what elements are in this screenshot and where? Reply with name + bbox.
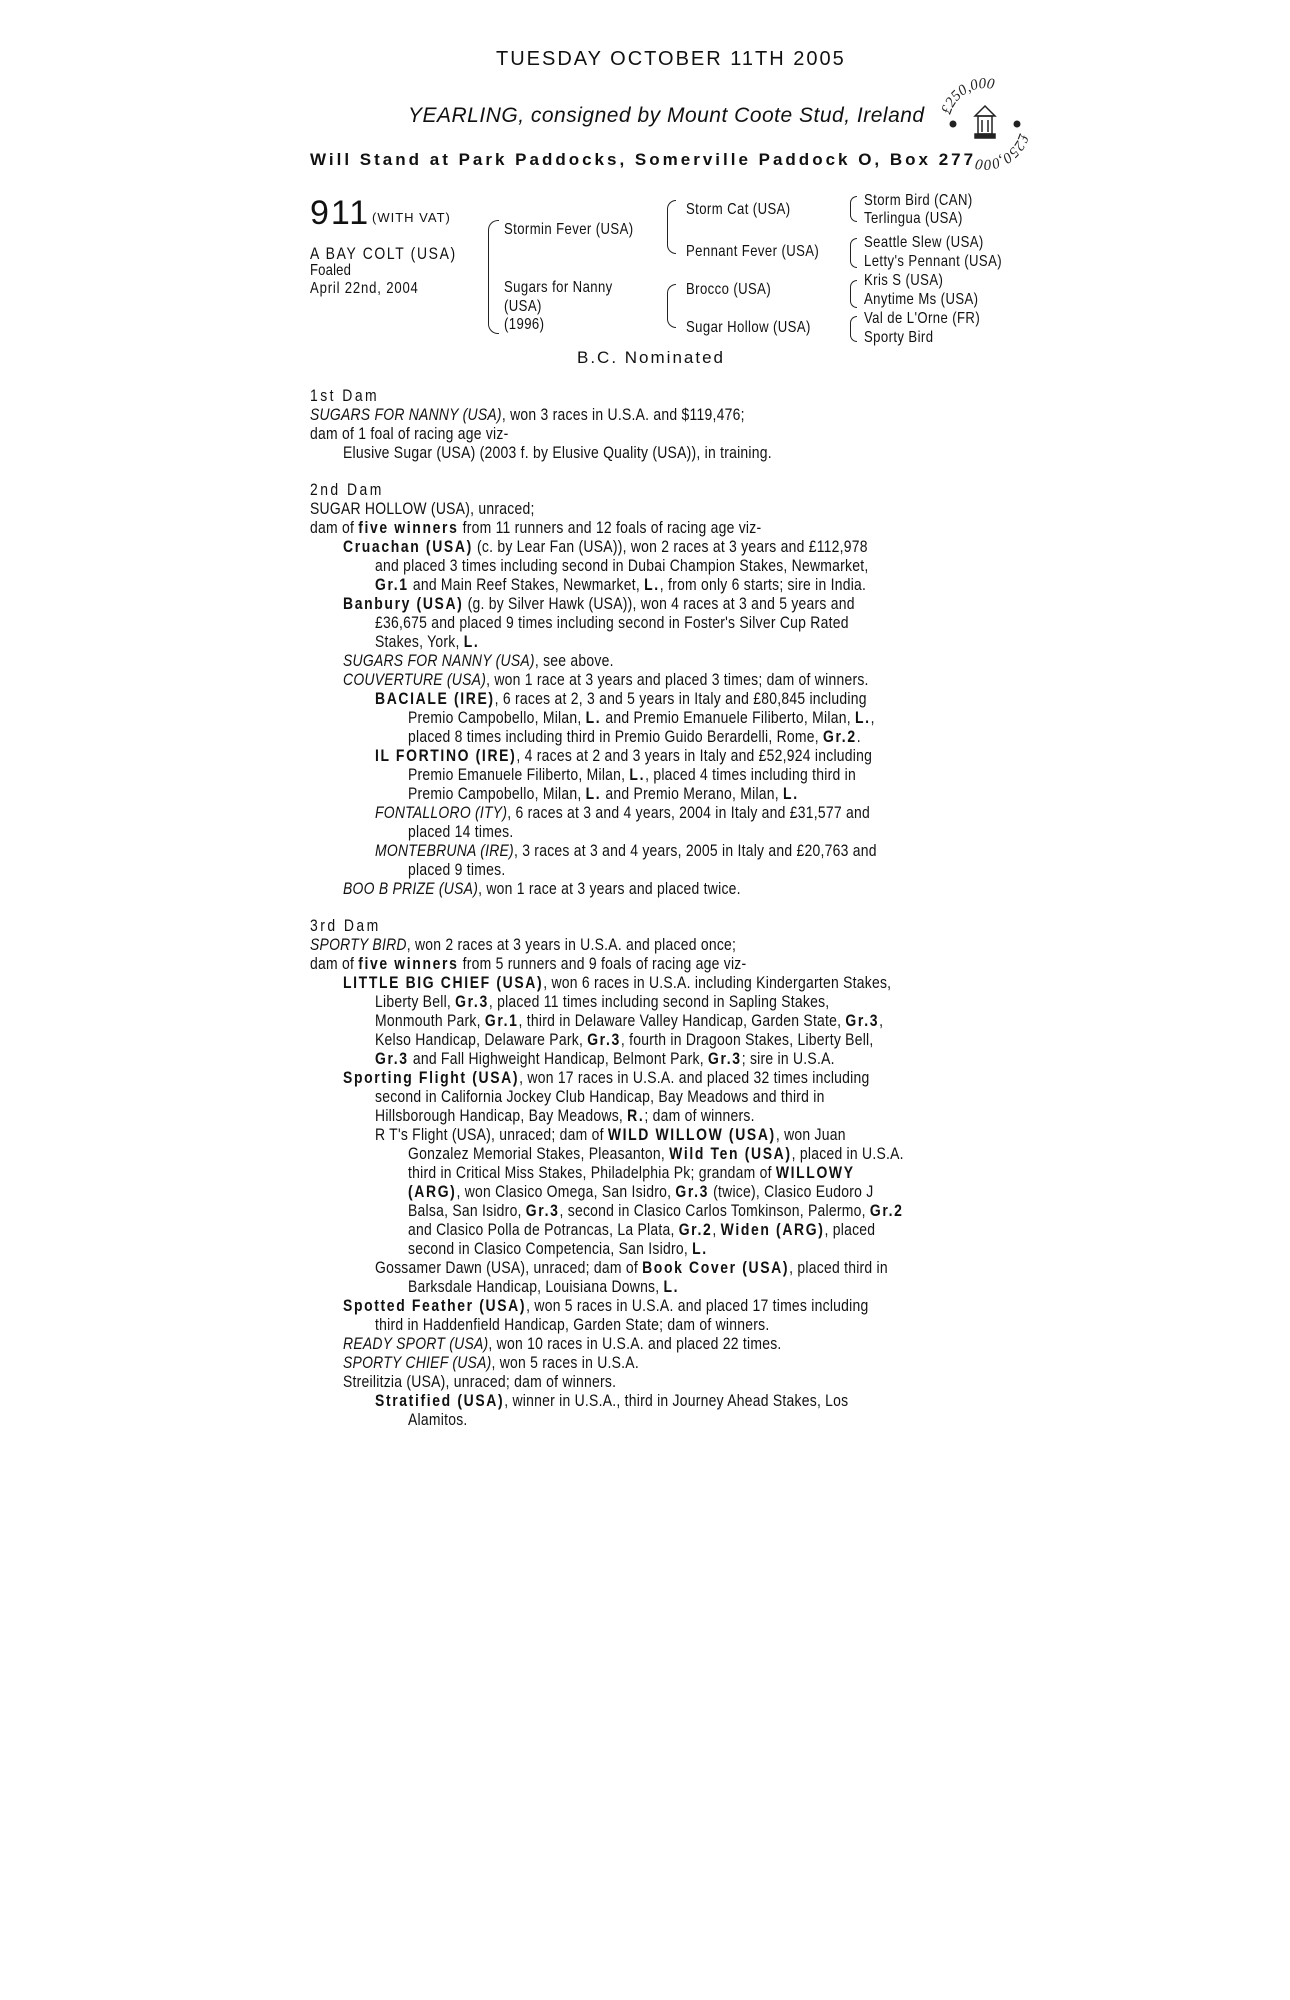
lot-description: A BAY COLT (USA) xyxy=(310,244,457,263)
entry-rts-flight-6: and Clasico Polla de Potrancas, La Plata, Gr.2, Widen (ARG), placed xyxy=(408,1220,876,1239)
pedigree-sss: Storm Bird (CAN) xyxy=(864,192,973,209)
svg-text:£250,000 xyxy=(939,76,996,117)
foaled-date: April 22nd, 2004 xyxy=(310,280,419,297)
entry-montebruna: MONTEBRUNA (IRE), 3 races at 3 and 4 years, 2005 in Italy and £20,763 and xyxy=(375,841,877,860)
entry-baciale-2: Premio Campobello, Milan, L. and Premio Emanuele Filiberto, Milan, L., xyxy=(408,708,875,727)
second-dam-winners: dam of five winners from 11 runners and 12 foals of racing age viz- xyxy=(310,518,762,537)
first-dam-heading: 1st Dam xyxy=(310,386,380,405)
vat-note: (WITH VAT) xyxy=(372,210,451,225)
entry-fontalloro-2: placed 14 times. xyxy=(408,822,514,841)
entry-rts-flight-4: (ARG), won Clasico Omega, San Isidro, Gr.3 (twice), Clasico Eudoro J xyxy=(408,1182,874,1201)
bc-nominated: B.C. Nominated xyxy=(577,348,725,367)
third-dam-winners: dam of five winners from 5 runners and 9 foals of racing age viz- xyxy=(310,954,747,973)
pedigree-dam-sire: Brocco (USA) xyxy=(686,281,772,298)
entry-ready-sport: READY SPORT (USA), won 10 races in U.S.A. and placed 22 times. xyxy=(343,1334,782,1353)
entry-little-big-chief-5: Gr.3 and Fall Highweight Handicap, Belmont Park, Gr.3; sire in U.S.A. xyxy=(375,1049,835,1068)
entry-couverture: COUVERTURE (USA), won 1 race at 3 years and placed 3 times; dam of winners. xyxy=(343,670,869,689)
stand-location: Will Stand at Park Paddocks, Somerville Paddock O, Box 277 xyxy=(310,150,977,169)
entry-cruachan: Cruachan (USA) (c. by Lear Fan (USA)), won 2 races at 3 years and £112,978 xyxy=(343,537,868,556)
entry-cruachan-2: and placed 3 times including second in Dubai Champion Stakes, Newmarket, xyxy=(375,556,869,575)
entry-stratified-2: Alamitos. xyxy=(408,1410,468,1429)
pedigree-dds: Val de L'Orne (FR) xyxy=(864,310,981,327)
entry-banbury-3: Stakes, York, L. xyxy=(375,632,480,651)
entry-banbury-2: £36,675 and placed 9 times including second in Foster's Silver Cup Rated xyxy=(375,613,849,632)
entry-sporting-flight-3: Hillsborough Handicap, Bay Meadows, R.; dam of winners. xyxy=(375,1106,755,1125)
pedigree-brace-ss xyxy=(850,196,857,222)
pedigree-brace-dd xyxy=(850,316,857,342)
pedigree-dss: Kris S (USA) xyxy=(864,272,944,289)
pedigree-dam-line3: (1996) xyxy=(504,316,545,333)
entry-fontalloro: FONTALLORO (ITY), 6 races at 3 and 4 years, 2004 in Italy and £31,577 and xyxy=(375,803,871,822)
pedigree-brace-sire xyxy=(667,200,676,254)
consignor-line: YEARLING, consigned by Mount Coote Stud, Ireland xyxy=(408,104,925,127)
first-dam-foals: dam of 1 foal of racing age viz- xyxy=(310,424,509,443)
first-dam-line: SUGARS FOR NANNY (USA), won 3 races in U.S.A. and $119,476; xyxy=(310,405,745,424)
pedigree-sds: Seattle Slew (USA) xyxy=(864,234,984,251)
pedigree-dam-dam: Sugar Hollow (USA) xyxy=(686,319,811,336)
entry-montebruna-2: placed 9 times. xyxy=(408,860,506,879)
pedigree-ssd: Terlingua (USA) xyxy=(864,210,963,227)
entry-little-big-chief-3: Monmouth Park, Gr.1, third in Delaware Valley Handicap, Garden State, Gr.3, xyxy=(375,1011,884,1030)
entry-cruachan-3: Gr.1 and Main Reef Stakes, Newmarket, L., from only 6 starts; sire in India. xyxy=(375,575,867,594)
entry-little-big-chief: LITTLE BIG CHIEF (USA), won 6 races in U.S.A. including Kindergarten Stakes, xyxy=(343,973,892,992)
entry-il-fortino-2: Premio Emanuele Filiberto, Milan, L., placed 4 times including third in xyxy=(408,765,856,784)
entry-spotted-feather: Spotted Feather (USA), won 5 races in U.S.A. and placed 17 times including xyxy=(343,1296,869,1315)
entry-boo-b-prize: BOO B PRIZE (USA), won 1 race at 3 years and placed twice. xyxy=(343,879,741,898)
stamp-text-top: £250,000 xyxy=(938,75,996,117)
first-dam-produce: Elusive Sugar (USA) (2003 f. by Elusive Quality (USA)), in training. xyxy=(343,443,772,462)
pedigree-sire-sire: Storm Cat (USA) xyxy=(686,201,791,218)
entry-spotted-feather-2: third in Haddenfield Handicap, Garden State; dam of winners. xyxy=(375,1315,770,1334)
entry-il-fortino: IL FORTINO (IRE), 4 races at 2 and 3 years in Italy and £52,924 including xyxy=(375,746,873,765)
entry-rts-flight-7: second in Clasico Competencia, San Isidro, L. xyxy=(408,1239,708,1258)
entry-sporty-chief: SPORTY CHIEF (USA), won 5 races in U.S.A. xyxy=(343,1353,639,1372)
entry-stratified: Stratified (USA), winner in U.S.A., third in Journey Ahead Stakes, Los xyxy=(375,1391,849,1410)
sale-date: TUESDAY OCTOBER 11TH 2005 xyxy=(496,48,846,70)
pedigree-dam-line1: Sugars for Nanny xyxy=(504,279,613,296)
pedigree-dsd: Anytime Ms (USA) xyxy=(864,291,979,308)
entry-rts-flight-2: Gonzalez Memorial Stakes, Pleasanton, Wild Ten (USA), placed in U.S.A. xyxy=(408,1144,904,1163)
third-dam-line: SPORTY BIRD, won 2 races at 3 years in U.S.A. and placed once; xyxy=(310,935,737,954)
entry-rts-flight-3: third in Critical Miss Stakes, Philadelphia Pk; grandam of WILLOWY xyxy=(408,1163,855,1182)
entry-baciale-3: placed 8 times including third in Premio Guido Berardelli, Rome, Gr.2. xyxy=(408,727,861,746)
second-dam-line: SUGAR HOLLOW (USA), unraced; xyxy=(310,499,535,518)
pedigree-brace-sd xyxy=(850,238,857,268)
entry-gossamer-dawn-2: Barksdale Handicap, Louisiana Downs, L. xyxy=(408,1277,680,1296)
stamp-text-bottom: £250,000 xyxy=(974,131,1032,172)
auction-monument-icon xyxy=(975,106,995,138)
entry-sporting-flight-2: second in California Jockey Club Handicap, Bay Meadows and third in xyxy=(375,1087,825,1106)
pedigree-brace-main xyxy=(488,220,499,334)
pedigree-ddd: Sporty Bird xyxy=(864,329,934,346)
foaled-label: Foaled xyxy=(310,262,352,279)
pedigree-sdd: Letty's Pennant (USA) xyxy=(864,253,1003,270)
catalogue-body xyxy=(310,386,990,1429)
third-dam-heading: 3rd Dam xyxy=(310,916,381,935)
pedigree-dam-line2: (USA) xyxy=(504,298,542,315)
pedigree-brace-dam xyxy=(667,284,676,328)
pedigree-sire: Stormin Fever (USA) xyxy=(504,221,634,238)
pedigree-brace-ds xyxy=(850,280,857,308)
lot-number: 911 xyxy=(310,194,371,232)
entry-il-fortino-3: Premio Campobello, Milan, L. and Premio Merano, Milan, L. xyxy=(408,784,799,803)
entry-sporting-flight: Sporting Flight (USA), won 17 races in U.S.A. and placed 32 times including xyxy=(343,1068,870,1087)
entry-baciale: BACIALE (IRE), 6 races at 2, 3 and 5 years in Italy and £80,845 including xyxy=(375,689,867,708)
entry-little-big-chief-2: Liberty Bell, Gr.3, placed 11 times including second in Sapling Stakes, xyxy=(375,992,830,1011)
entry-sugars-for-nanny: SUGARS FOR NANNY (USA), see above. xyxy=(343,651,614,670)
entry-gossamer-dawn: Gossamer Dawn (USA), unraced; dam of Book Cover (USA), placed third in xyxy=(375,1258,888,1277)
second-dam-heading: 2nd Dam xyxy=(310,480,384,499)
pedigree-sire-dam: Pennant Fever (USA) xyxy=(686,243,820,260)
price-stamp-seal xyxy=(935,72,1035,172)
entry-rts-flight-5: Balsa, San Isidro, Gr.3, second in Clasico Carlos Tomkinson, Palermo, Gr.2 xyxy=(408,1201,904,1220)
entry-rts-flight: R T's Flight (USA), unraced; dam of WILD WILLOW (USA), won Juan xyxy=(375,1125,846,1144)
entry-banbury: Banbury (USA) (g. by Silver Hawk (USA)), won 4 races at 3 and 5 years and xyxy=(343,594,855,613)
entry-little-big-chief-4: Kelso Handicap, Delaware Park, Gr.3, fourth in Dragoon Stakes, Liberty Bell, xyxy=(375,1030,874,1049)
entry-streilitzia: Streilitzia (USA), unraced; dam of winners. xyxy=(343,1372,617,1391)
